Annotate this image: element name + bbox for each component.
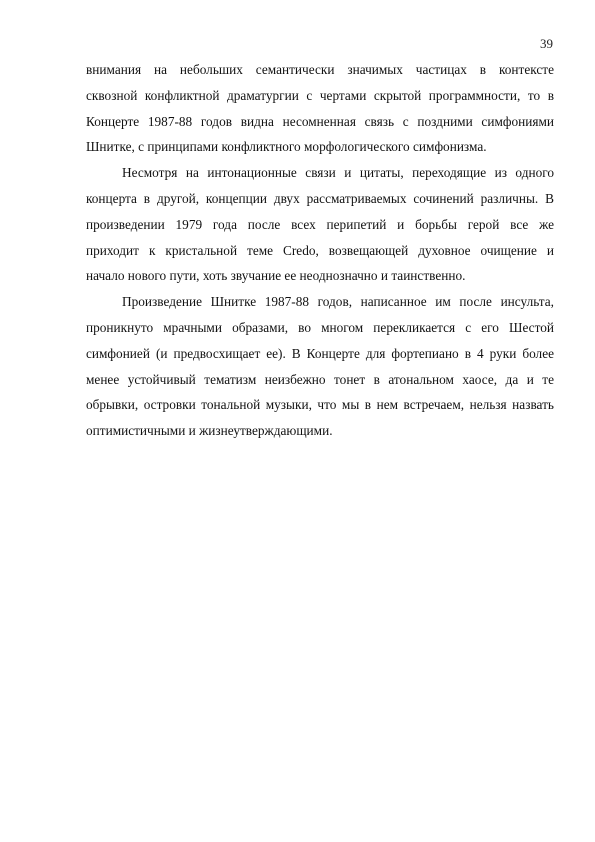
paragraph-line: менее устойчивый тематизм неизбежно тонет в атональном хаосе, да и те [86,371,554,387]
paragraph-line: оптимистичными и жизнеутверждающими. [86,423,333,439]
paragraph-line: приходит к кристальной теме Credo, возвещающей духовное очищение и [86,242,554,258]
paragraph-line: начало нового пути, хоть звучание ее неоднозначно и таинственно. [86,268,466,284]
paragraph-line: симфонией (и предвосхищает ее). В Концерте для фортепиано в 4 руки более [86,345,554,361]
paragraph-2 [86,160,554,289]
body-text [86,57,554,444]
paragraph-line: Концерте 1987-88 годов видна несомненная связь с поздними симфониями [86,113,554,129]
paragraph-line: Произведение Шнитке 1987-88 годов, написанное им после инсульта, [122,294,554,310]
paragraph-line: внимания на небольших семантически значимых частицах в контексте [86,62,554,77]
paragraph-line: произведении 1979 года после всех перипетий и борьбы герой все же [86,216,554,232]
paragraph-line: проникнуто мрачными образами, во многом перекликается с его Шестой [86,319,554,335]
paragraph-1 [86,57,554,160]
page-number: 39 [540,36,553,51]
paragraph-line: обрывки, островки тональной музыки, что мы в нем встречаем, нельзя назвать [86,397,554,413]
paragraph-line: концерта в другой, концепции двух рассматриваемых сочинений различны. В [86,190,554,206]
paragraph-line: Шнитке, с принципами конфликтного морфологического симфонизма. [86,139,487,155]
paragraph-3 [86,289,554,444]
paragraph-line: сквозной конфликтной драматургии с чертами скрытой программности, то в [86,87,554,103]
paragraph-line: Несмотря на интонационные связи и цитаты, переходящие из одного [122,165,554,181]
